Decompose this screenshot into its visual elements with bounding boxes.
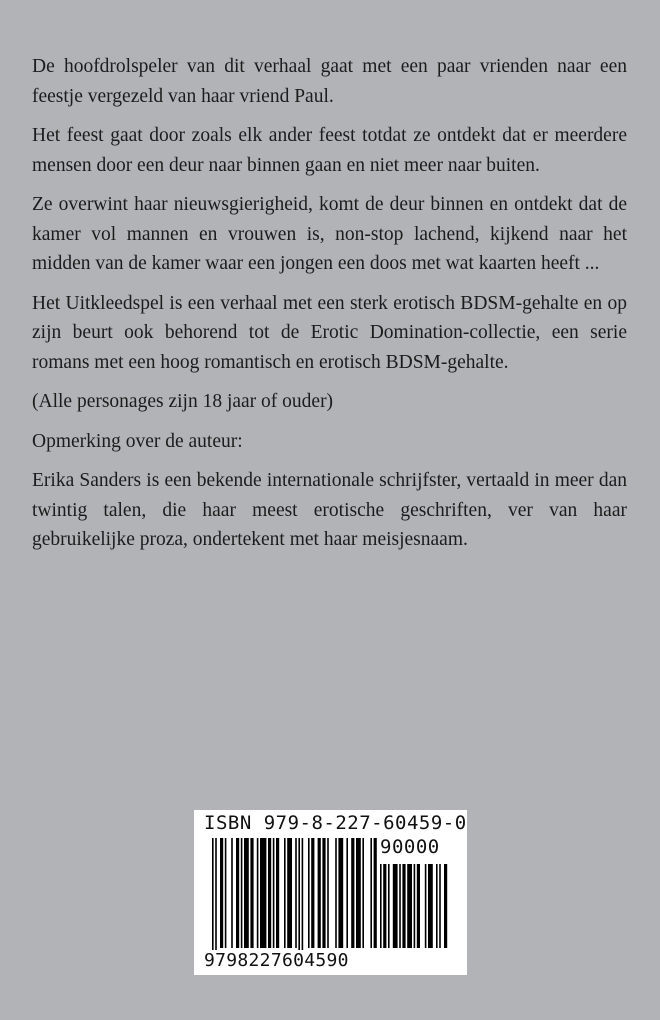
- barcode-bar: [298, 838, 300, 956]
- barcode-bar: [236, 838, 239, 948]
- ean-digits: 9798227604590: [204, 950, 349, 971]
- age-disclaimer: (Alle personages zijn 18 jaar of ouder): [32, 391, 334, 412]
- barcode-bar: [231, 838, 233, 948]
- barcode-bar: [351, 838, 354, 948]
- barcode-bar: [322, 838, 325, 948]
- barcode-bar: [311, 838, 314, 948]
- barcode-bar: [414, 864, 416, 948]
- blurb-paragraph-2: Het feest gaat door zoals elk ander feest totdat ze ontdekt dat er meerdere mensen door een deur naar binnen gaan en niet meer naar buiten.: [32, 125, 627, 176]
- barcode-bar: [244, 838, 249, 948]
- addon-barcode-bars: [380, 864, 456, 964]
- isbn-barcode-block: [194, 810, 467, 975]
- barcode-bar: [284, 838, 286, 948]
- barcode-bar: [302, 838, 304, 956]
- barcode-bar: [425, 864, 427, 948]
- barcode-bar: [338, 838, 343, 948]
- barcode-bar: [444, 864, 447, 948]
- barcode-bar: [295, 838, 297, 948]
- barcode-bar: [308, 838, 310, 948]
- barcode-bar: [388, 864, 390, 948]
- barcode-bar: [260, 838, 266, 948]
- barcode-bar: [276, 838, 279, 948]
- barcode-bar: [370, 838, 372, 948]
- barcode-bar: [250, 838, 253, 948]
- barcode-bar: [212, 838, 214, 956]
- barcode-bar: [428, 864, 433, 948]
- barcode-bar: [402, 864, 405, 948]
- barcode-bar: [346, 838, 348, 948]
- barcode-bar: [399, 864, 401, 948]
- barcode-bar: [439, 864, 441, 948]
- barcode-bar: [318, 838, 321, 948]
- barcode-bar: [393, 864, 398, 948]
- price-code: 90000: [380, 836, 440, 858]
- barcode-bar: [335, 838, 337, 948]
- barcode-bar: [380, 864, 382, 948]
- back-cover-blurb: [32, 52, 627, 565]
- barcode-bar: [362, 838, 364, 948]
- isbn-label: ISBN 979-8-227-60459-0: [204, 812, 467, 834]
- barcode-bar: [327, 838, 329, 948]
- barcode-bar: [407, 864, 412, 948]
- barcode-bar: [241, 838, 243, 948]
- blurb-paragraph-4: Het Uitkleedspel is een verhaal met een sterk erotisch BDSM-gehalte en op zijn beurt ook behorend tot de Erotic Domination-collectie, een serie romans met een hoog romantisch en erotisch BDSM-gehalte.: [32, 292, 627, 373]
- blurb-paragraph-3: Ze overwint haar nieuwsgierigheid, komt de deur binnen en ontdekt dat de kamer vol mannen en vrouwen is, non-stop lachend, kijkend naar het midden van de kamer waar een jongen een doos met wat kaarten heeft ...: [32, 194, 627, 274]
- author-note: Erika Sanders is een bekende internationale schrijfster, vertaald in meer dan twintig talen, die haar meest erotische geschriften, ver van haar gebruikelijke proza, ondertekent met haar meisjesnaam.: [32, 470, 627, 550]
- barcode-bar: [383, 864, 386, 948]
- barcode-bar: [225, 838, 227, 948]
- author-note-heading: Opmerking over de auteur:: [32, 430, 243, 452]
- barcode-bar: [273, 838, 275, 948]
- barcode-bar: [356, 838, 361, 948]
- blurb-paragraph-1: De hoofdrolspeler van dit verhaal gaat met een paar vrienden naar een feestje vergezeld van haar vriend Paul.: [32, 56, 627, 107]
- barcode-bar: [436, 864, 438, 948]
- barcode-bar: [287, 838, 292, 948]
- ean-barcode-bars: [212, 838, 377, 962]
- barcode-bar: [417, 864, 420, 948]
- barcode-bar: [220, 838, 223, 948]
- barcode-bar: [257, 838, 259, 948]
- barcode-bar: [215, 838, 217, 956]
- barcode-bar: [268, 838, 271, 948]
- barcode-bar: [374, 838, 377, 948]
